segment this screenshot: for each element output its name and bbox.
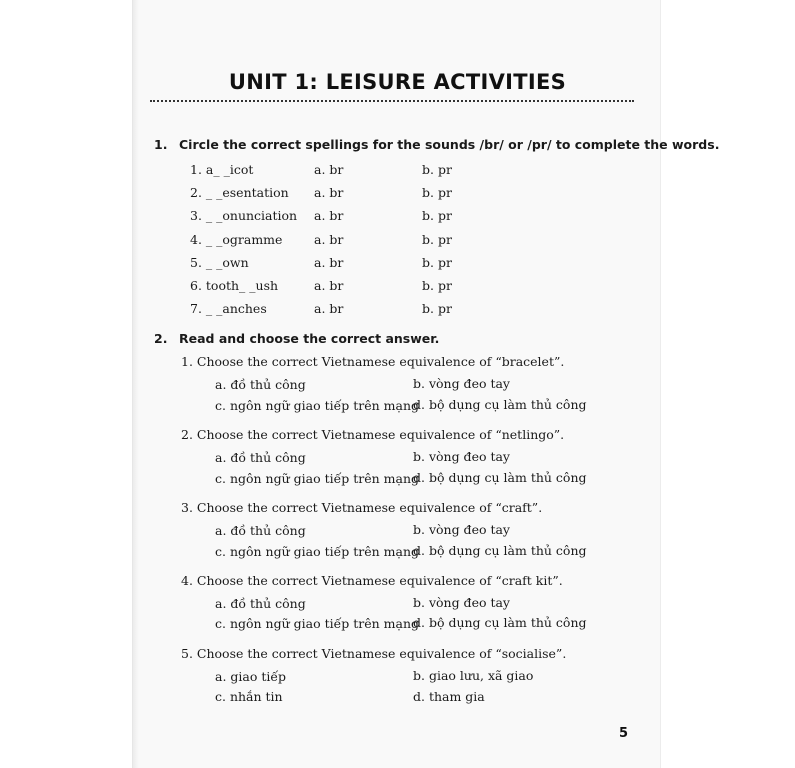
option-b[interactable]: b. pr — [422, 185, 452, 200]
item-word: 6. tooth_ _ush — [190, 278, 279, 293]
option-d[interactable]: d. tham gia — [413, 689, 485, 704]
option-a[interactable]: a. br — [314, 162, 344, 177]
option-b[interactable]: b. pr — [422, 301, 452, 316]
option-a[interactable]: a. br — [314, 301, 344, 316]
item-word: 3. _ _onunciation — [190, 208, 298, 223]
option-d[interactable]: d. bộ dụng cụ làm thủ công — [413, 397, 587, 412]
option-a[interactable]: a. đồ thủ công — [215, 377, 306, 392]
option-b[interactable]: b. vòng đeo tay — [413, 449, 510, 464]
item-word: 2. _ _esentation — [190, 185, 289, 200]
section-2-number: 2. — [154, 331, 168, 346]
option-c[interactable]: c. nhắn tin — [215, 689, 283, 704]
option-a[interactable]: a. đồ thủ công — [215, 596, 306, 611]
option-b[interactable]: b. vòng đeo tay — [413, 522, 510, 537]
option-b[interactable]: b. pr — [422, 162, 452, 177]
section-1-instruction: Circle the correct spellings for the sounds /br/ or /pr/ to complete the words. — [179, 137, 720, 152]
option-b[interactable]: b. pr — [422, 208, 452, 223]
option-b[interactable]: b. vòng đeo tay — [413, 376, 510, 391]
section-2-instruction: Read and choose the correct answer. — [179, 331, 440, 346]
item-word: 5. _ _own — [190, 255, 249, 270]
option-a[interactable]: a. br — [314, 232, 344, 247]
question-text: 3. Choose the correct Vietnamese equivalence of “craft”. — [181, 500, 543, 515]
question-text: 5. Choose the correct Vietnamese equivalence of “socialise”. — [181, 646, 567, 661]
question-text: 1. Choose the correct Vietnamese equivalence of “bracelet”. — [181, 354, 565, 369]
option-a[interactable]: a. đồ thủ công — [215, 450, 306, 465]
option-b[interactable]: b. vòng đeo tay — [413, 595, 510, 610]
option-a[interactable]: a. đồ thủ công — [215, 523, 306, 538]
option-d[interactable]: d. bộ dụng cụ làm thủ công — [413, 543, 587, 558]
option-a[interactable]: a. br — [314, 278, 344, 293]
option-c[interactable]: c. ngôn ngữ giao tiếp trên mạng — [215, 398, 420, 413]
page-number: 5 — [619, 726, 629, 741]
option-a[interactable]: a. br — [314, 208, 344, 223]
question-text: 4. Choose the correct Vietnamese equivalence of “craft kit”. — [181, 573, 563, 588]
dotted-divider — [150, 100, 634, 102]
option-a[interactable]: a. giao tiếp — [215, 669, 287, 684]
item-word: 1. a_ _icot — [190, 162, 254, 177]
option-a[interactable]: a. br — [314, 185, 344, 200]
option-d[interactable]: d. bộ dụng cụ làm thủ công — [413, 470, 587, 485]
item-word: 7. _ _anches — [190, 301, 267, 316]
unit-title: UNIT 1: LEISURE ACTIVITIES — [228, 70, 567, 94]
option-c[interactable]: c. ngôn ngữ giao tiếp trên mạng — [215, 616, 420, 631]
option-a[interactable]: a. br — [314, 255, 344, 270]
option-d[interactable]: d. bộ dụng cụ làm thủ công — [413, 615, 587, 630]
option-c[interactable]: c. ngôn ngữ giao tiếp trên mạng — [215, 471, 420, 486]
option-b[interactable]: b. giao lưu, xã giao — [413, 668, 534, 683]
option-b[interactable]: b. pr — [422, 232, 452, 247]
option-c[interactable]: c. ngôn ngữ giao tiếp trên mạng — [215, 544, 420, 559]
option-b[interactable]: b. pr — [422, 255, 452, 270]
option-b[interactable]: b. pr — [422, 278, 452, 293]
question-text: 2. Choose the correct Vietnamese equivalence of “netlingo”. — [181, 427, 565, 442]
item-word: 4. _ _ogramme — [190, 232, 283, 247]
section-1-number: 1. — [154, 137, 168, 152]
